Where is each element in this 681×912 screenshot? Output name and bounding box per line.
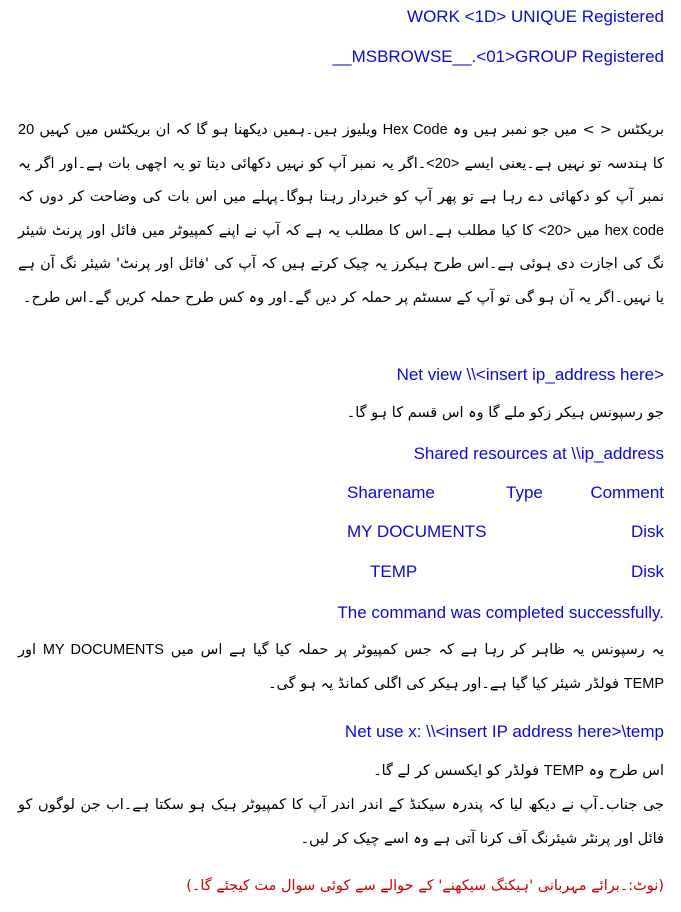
net-view-command: Net view \\<insert ip_address here> xyxy=(396,365,664,384)
command-completed-line: The command was completed successfully. xyxy=(337,603,664,622)
temp-access-line xyxy=(18,760,664,782)
hex-code-term: Hex Code xyxy=(382,122,448,138)
net-use-command: Net use x: \\<insert IP address here>\temp xyxy=(344,722,664,741)
folder-temp: TEMP xyxy=(623,675,664,692)
table-row xyxy=(18,522,664,544)
response-line: جو رسپونس ہیکر زکو ملے گا وہ اس قسم کا ہو گا۔ xyxy=(346,405,664,421)
shared-resources-line: Shared resources at \\ip_address xyxy=(413,444,664,463)
share-name: TEMP xyxy=(370,562,418,581)
urdu-paragraph-2 xyxy=(18,634,664,701)
header-type: Type xyxy=(506,483,543,502)
para1-text-4: ۔اگر یہ نمبر آپ کو نہیں دکھائی دیتا تو یہ اچھی بات ہے۔اور اگر یہ نمبر آپ کو دکھائی دے رہا ہے تو پھر آپ کو خبردار رہنا ہوگا۔پہلے میں اس بات کی وضاحت کر دوں کہ xyxy=(18,155,664,205)
para1-text-3: کا ہندسہ تو نہیں ہے۔یعنی ایسے xyxy=(464,155,665,172)
urdu-paragraph-3: جی جناب۔آپ نے دیکھ لیا کہ پندرہ سیکنڈ کے اندر اندر آپ کا کمپیوٹر ہیک ہو سکتا ہے۔اب جن لوگوں کو فائل اور پرنٹر شیئرنگ آف کرنا آتی ہے وہ اسے چیک کر لیں۔ xyxy=(18,797,664,847)
hex-code-term-2: hex code xyxy=(604,222,665,239)
para2-text-3: فولڈر شیئر کیا گیا ہے۔اور ہیکر کی اگلی کمانڈ یہ ہو گی۔ xyxy=(268,675,620,692)
share-type: Disk xyxy=(630,522,664,541)
share-name: MY DOCUMENTS xyxy=(347,522,487,541)
note-line: (نوٹ:۔برائے مہربانی 'ہیکنگ سیکھنے' کے حوالے سے کوئی سوال مت کیجئے گا۔) xyxy=(186,878,664,894)
number-20: 20 xyxy=(18,122,35,138)
table-row xyxy=(18,562,664,584)
temp-line-text-1: اس طرح وہ xyxy=(588,763,664,779)
para1-text-1: بریکٹس < > میں جو نمبر ہیں وہ xyxy=(452,122,665,138)
header-line-1: WORK <1D> UNIQUE Registered xyxy=(407,7,664,26)
para1-text-6: کا کیا مطلب ہے۔اس کا مطلب یہ ہے کہ آپ نے اپنے کمپیوٹر میں فائل اور پرنٹ شیئر نگ کی اجازت دی ہوئی ہے۔اس طرح ہیکرز یہ چیک کرتے ہیں کہ آپ کی 'فائل اور پرنٹ' شیئر نگ آن ہے یا نہیں۔اگر یہ آن ہو گی تو آپ کے سسٹم پر حملہ کر دیں گے۔اور وہ کس طرح حملہ کریں گے۔اس طرح۔ xyxy=(18,222,664,306)
para2-text-1: یہ رسپونس یہ ظاہر کر رہا ہے کہ جس کمپیوٹر پر حملہ کیا گیا ہے اس میں xyxy=(170,642,665,658)
temp-folder-term: TEMP xyxy=(543,763,585,779)
header-sharename: Sharename xyxy=(347,483,435,502)
para1-text-5: میں xyxy=(576,222,600,239)
share-type: Disk xyxy=(630,562,664,581)
temp-line-text-2: فولڈر کو ایکسس کر لے گا۔ xyxy=(373,763,540,779)
share-table-header xyxy=(18,483,664,505)
header-line-2: __MSBROWSE__.<01>GROUP Registered xyxy=(332,47,664,66)
code-20: <20> xyxy=(426,155,460,172)
para2-text-2: اور xyxy=(18,642,37,658)
code-20-b: <20> xyxy=(538,222,572,239)
urdu-paragraph-1 xyxy=(18,114,664,315)
folder-my-documents: MY DOCUMENTS xyxy=(42,642,164,658)
para1-text-2: ویلیوز ہیں۔ہمیں دیکھنا ہو گا کہ ان بریکٹس میں کہیں xyxy=(39,122,378,138)
header-comment: Comment xyxy=(590,483,664,502)
